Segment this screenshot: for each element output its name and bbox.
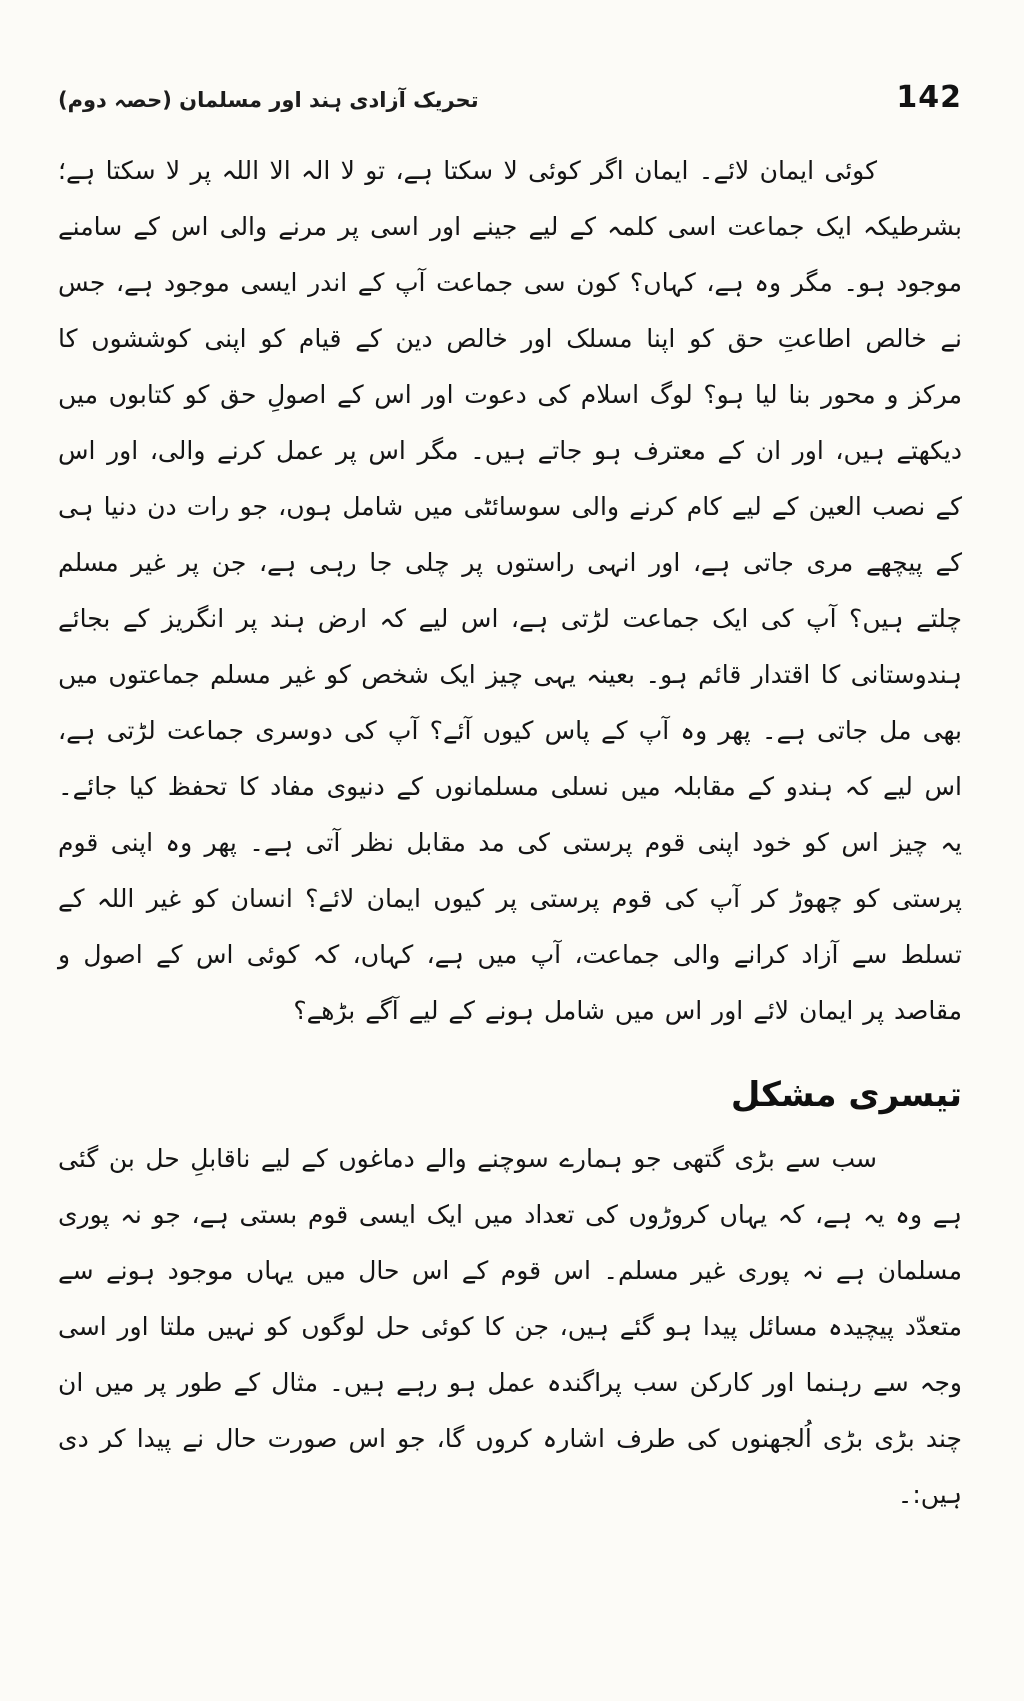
text-block [58,143,962,1523]
running-header [58,80,962,115]
body-paragraph-2: سب سے بڑی گتھی جو ہمارے سوچنے والے دماغوں کے لیے ناقابلِ حل بن گئی ہے وہ یہ ہے، کہ یہاں کروڑوں کی تعداد میں ایک ایسی قوم بستی ہے، جو نہ پوری مسلمان ہے نہ پوری غیر مسلم۔ اس قوم کے اس حال میں یہاں موجود ہونے سے متعدّد پیچیدہ مسائل پیدا ہو گئے ہیں، جن کا کوئی حل لوگوں کو نہیں ملتا اور اسی وجہ سے رہنما اور کارکن سب پراگندہ عمل ہو رہے ہیں۔ مثال کے طور پر میں ان چند بڑی بڑی اُلجھنوں کی طرف اشارہ کروں گا، جو اس صورت حال نے پیدا کر دی ہیں:۔ [58,1144,962,1509]
body-paragraph-1: کوئی ایمان لائے۔ ایمان اگر کوئی لا سکتا ہے، تو لا الہ الا اللہ پر لا سکتا ہے؛ بشرطیکہ ایک جماعت اسی کلمہ کے لیے جینے اور اسی پر مرنے والی اس کے سامنے موجود ہو۔ مگر وہ ہے، کہاں؟ کون سی جماعت آپ کے اندر ایسی موجود ہے، جس نے خالص اطاعتِ حق کو اپنا مسلک اور خالص دین کے قیام کو اپنی کوششوں کا مرکز و محور بنا لیا ہو؟ لوگ اسلام کی دعوت اور اس کے اصولِ حق کو کتابوں میں دیکھتے ہیں، اور ان کے معترف ہو جاتے ہیں۔ مگر اس پر عمل کرنے والی، اور اس کے نصب العین کے لیے کام کرنے والی سوسائٹی میں شامل ہوں، جو رات دن دنیا ہی کے پیچھے مری جاتی ہے، اور انہی راستوں پر چلی جا رہی ہے، جن پر غیر مسلم چلتے ہیں؟ آپ کی ایک جماعت لڑتی ہے، اس لیے کہ ارض ہند پر انگریز کے بجائے ہندوستانی کا اقتدار قائم ہو۔ بعینہ یہی چیز ایک شخص کو غیر مسلم جماعتوں میں بھی مل جاتی ہے۔ پھر وہ آپ کے پاس کیوں آئے؟ آپ کی دوسری جماعت لڑتی ہے، اس لیے کہ ہندو کے مقابلہ میں نسلی مسلمانوں کے دنیوی مفاد کا تحفظ کیا جائے۔ یہ چیز اس کو خود اپنی قوم پرستی کی مد مقابل نظر آتی ہے۔ پھر وہ اپنی قوم پرستی کو چھوڑ کر آپ کی قوم پرستی پر کیوں ایمان لائے؟ انسان کو غیر اللہ کے تسلط سے آزاد کرانے والی جماعت، آپ میں ہے، کہاں، کہ کوئی اس کے اصول و مقاصد پر ایمان لائے اور اس میں شامل ہونے کے لیے آگے بڑھے؟ [58,156,962,1025]
running-header-title: تحریک آزادی ہند اور مسلمان (حصہ دوم) [58,88,479,112]
section-heading: تیسری مشکل [730,1075,962,1115]
page-number: 142 [896,80,962,115]
